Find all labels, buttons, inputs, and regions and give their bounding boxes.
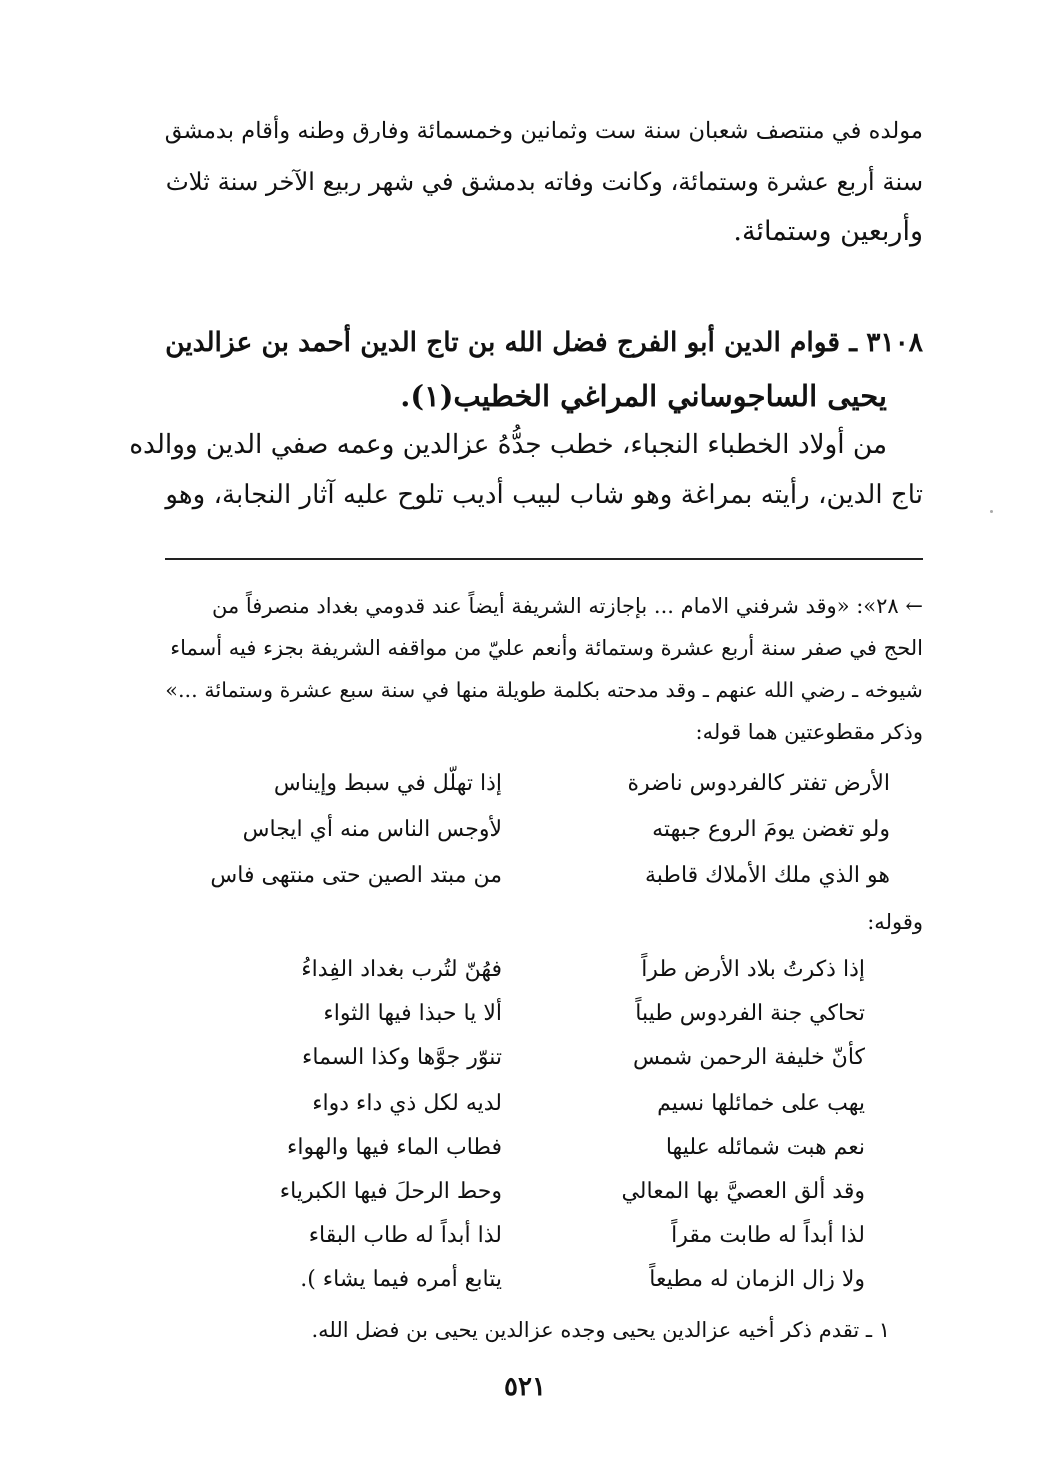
verse-first-hemistich: هو الذي ملك الأملاك قاطبة bbox=[645, 863, 890, 888]
footnote-line: وذكر مقطوعتين هما قوله: bbox=[695, 720, 923, 744]
scan-dot bbox=[990, 510, 993, 513]
verse-first-hemistich: يهب على خمائلها نسيم bbox=[657, 1091, 865, 1116]
verse-second-hemistich: لديه لكل ذي داء دواء bbox=[312, 1091, 502, 1116]
verse-second-hemistich: فطاب الماء فيها والهواء bbox=[287, 1135, 502, 1160]
verse-second-hemistich: فهُنّ لتُرب بغداد الفِداءُ bbox=[301, 957, 502, 982]
verse-second-hemistich: لذا أبداً له طاب البقاء bbox=[308, 1223, 502, 1248]
entry-heading-line: يحيى الساجوساني المراغي الخطيب(١). bbox=[400, 379, 887, 413]
footnote-line: الحج في صفر سنة أربع عشرة وستمائة وأنعم عليّ من مواقفه الشريفة بجزء فيه أسماء bbox=[170, 636, 923, 660]
page-number: ٥٢١ bbox=[504, 1372, 546, 1402]
footnote-line: شيوخه ـ رضي الله عنهم ـ وقد مدحته بكلمة طويلة منها في سنة سبع عشرة وستمائة ...» bbox=[165, 678, 923, 702]
verse-first-hemistich: كأنّ خليفة الرحمن شمس bbox=[633, 1045, 865, 1070]
footnote-1: ١ ـ تقدم ذكر أخيه عزالدين يحيى وجده عزالدين يحيى بن فضل الله. bbox=[311, 1318, 890, 1342]
verse-first-hemistich: لذا أبداً له طابت مقراً bbox=[671, 1223, 865, 1248]
verse-second-hemistich: يتابع أمره فيما يشاء ). bbox=[300, 1267, 502, 1292]
verse-second-hemistich: لأوجس الناس منه أي ايجاس bbox=[242, 817, 502, 842]
body-line: من أولاد الخطباء النجباء، خطب جدُّهُ عزالدين وعمه صفي الدين ووالده bbox=[129, 430, 887, 460]
footnote-separator bbox=[165, 558, 923, 560]
body-line: مولده في منتصف شعبان سنة ست وثمانين وخمسمائة وفارق وطنه وأقام بدمشق bbox=[164, 118, 923, 144]
poem-intro: وقوله: bbox=[867, 910, 923, 934]
verse-first-hemistich: نعم هبت شمائله عليها bbox=[665, 1135, 865, 1160]
entry-heading-line: ٣١٠٨ ـ قوام الدين أبو الفرج فضل الله بن تاج الدين أحمد بن عزالدين bbox=[165, 327, 923, 358]
body-line: سنة أربع عشرة وستمائة، وكانت وفاته بدمشق في شهر ربيع الآخر سنة ثلاث bbox=[165, 167, 923, 196]
verse-second-hemistich: إذا تهلّل في سبط وإيناس bbox=[273, 771, 502, 796]
verse-first-hemistich: تحاكي جنة الفردوس طيباً bbox=[635, 1001, 865, 1026]
verse-first-hemistich: ولو تغضن يومَ الروع جبهته bbox=[652, 817, 890, 842]
verse-second-hemistich: تنوّر جوَّها وكذا السماء bbox=[302, 1045, 502, 1070]
body-line: وأربعين وستمائة. bbox=[733, 216, 923, 247]
verse-first-hemistich: ولا زال الزمان له مطيعاً bbox=[649, 1267, 865, 1292]
verse-first-hemistich: وقد ألق العصيَّ بها المعالي bbox=[621, 1179, 865, 1204]
verse-second-hemistich: من مبتد الصين حتى منتهى فاس bbox=[210, 863, 502, 888]
verse-second-hemistich: ألا يا حبذا فيها الثواء bbox=[323, 1001, 502, 1026]
body-line: تاج الدين، رأيته بمراغة وهو شاب لبيب أديب تلوح عليه آثار النجابة، وهو bbox=[165, 480, 923, 510]
footnote-line: ← ٢٨»: «وقد شرفني الامام ... بإجازته الشريفة أيضاً عند قدومي بغداد منصرفاً من bbox=[212, 594, 923, 618]
verse-first-hemistich: إذا ذكرتُ بلاد الأرض طراً bbox=[641, 957, 865, 982]
verse-first-hemistich: الأرض تفتر كالفردوس ناضرة bbox=[627, 771, 890, 796]
verse-second-hemistich: وحط الرحلَ فيها الكبرياء bbox=[279, 1179, 502, 1204]
